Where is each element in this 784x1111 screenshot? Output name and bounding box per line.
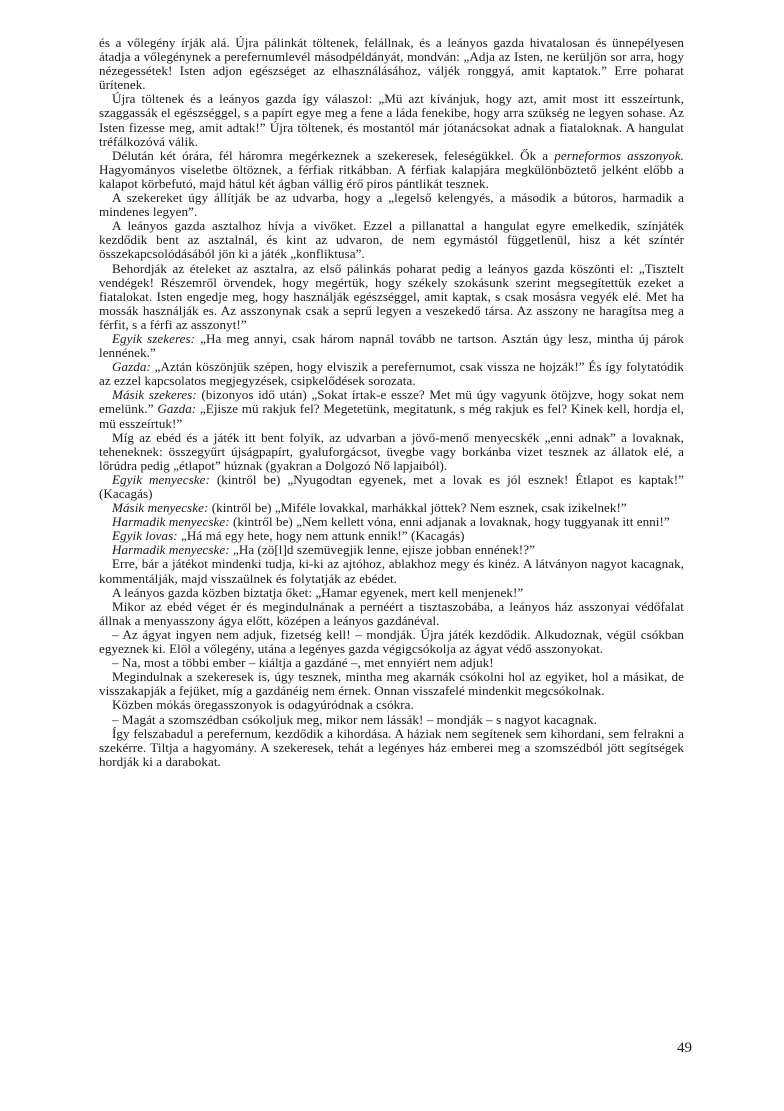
text-run: Délután két órára, fél háromra megérkeznek a szekeresek, feleségükkel. Ők a bbox=[112, 147, 555, 163]
text-run: „Ha meg annyi, csak három napnál tovább ne tartson. Asztán úgy lesz, mintha új párok lennének.” bbox=[99, 330, 684, 361]
speaker-label: Harmadik menyecske: bbox=[112, 514, 230, 530]
text-run: – Na, most a többi ember – kiáltja a gazdáné –, met ennyiért nem adjuk! bbox=[112, 655, 494, 671]
speaker-label: Másik menyecske: bbox=[112, 500, 209, 516]
paragraph bbox=[99, 332, 684, 360]
paragraph bbox=[99, 628, 684, 656]
text-run: Erre, bár a játékot mindenki tudja, ki-ki az ajtóhoz, ablakhoz megy és kinéz. A látványon nagyot kacagnak, kommentálják, majd visszaülnek és folytatják az ebédet. bbox=[99, 556, 684, 586]
text-run: „Aztán köszönjük szépen, hogy elviszik a perefernumot, csak vissza ne hojzák!” És így folytatódik az ezzel kapcsolatos megjegyzések, csipkelődések sorozata. bbox=[99, 359, 684, 389]
paragraph bbox=[99, 149, 684, 191]
paragraph bbox=[99, 557, 684, 585]
text-run: „Há má egy hete, hogy nem attunk ennik!” (Kacagás) bbox=[177, 528, 465, 544]
paragraph bbox=[99, 600, 684, 628]
speaker-label: Egyik menyecske: bbox=[112, 471, 210, 487]
paragraph bbox=[99, 262, 684, 332]
text-run: A szekereket úgy állítják be az udvarba, hogy a „legelső kelengyés, a második a bútoros, harmadik a mindenes legyen”. bbox=[99, 190, 684, 220]
speaker-label: Gazda: bbox=[112, 359, 151, 375]
text-run: A leányos gazda közben biztatja őket: „Hamar egyenek, mert kell menjenek!” bbox=[112, 584, 524, 600]
paragraph bbox=[99, 219, 684, 261]
paragraph bbox=[99, 656, 684, 670]
page-number: 49 bbox=[677, 1040, 692, 1056]
paragraph bbox=[99, 670, 684, 698]
text-run: (kintről be) „Nem kellett vóna, enni adjanak a lovaknak, hogy tuggyanak itt enni!” bbox=[229, 514, 670, 530]
text-run: és a vőlegény írják alá. Újra pálinkát töltenek, felállnak, és a leányos gazda hivatalosan és ünnepélyesen átadja a vőlegénynek a perefernumlevél másodpéldányát, mondván: „Adja az Isten, ne kerüljön sor arra, hogy nézegessétek! Isten adjon egészséget az elhasználásához, váljék ronggyá, amit kaptatok.” Erre poharat ürítenek. bbox=[99, 35, 684, 93]
speaker-label: Gazda: bbox=[157, 401, 197, 417]
paragraph bbox=[99, 727, 684, 769]
speaker-label: Másik szekeres: bbox=[112, 387, 197, 403]
paragraph bbox=[99, 586, 684, 600]
paragraph bbox=[99, 388, 684, 430]
speaker-label: Egyik szekeres: bbox=[112, 330, 196, 346]
text-run: Behordják az ételeket az asztalra, az első pálinkás poharat pedig a leányos gazda köszönti el: „Tisztelt vendégek! Részemről örvendek, hogy megértük, hogy székely szokásunk szerint megsegítettük ezeket a fiatalokat. Isten engedje meg, hogy használják egészséggel, amit kaptak, s csak mosásra vegyék elé. Met ha mossák használják es. Az asszonynak csak a seprű legyen a veszekedő társa. Az asszony ne haragítsa meg a férfit, s a férfi az asszonyt!” bbox=[99, 260, 684, 332]
paragraph bbox=[99, 713, 684, 727]
text-run: Míg az ebéd és a játék itt bent folyik, az udvarban a jövő-menő menyecskék „enni adnak” a lovaknak, teheneknek: összegyűrt újságpapírt, gyaluforgácsot, üvegbe vagy borkánba vizet tesznek az állatok elé, a lőrúdra pedig „étlapot” húznak (gyakran a Dolgozó Nő lapjaiból). bbox=[99, 429, 684, 473]
text-run: (bizonyos idő után) „Sokat írtak-e essze? Met mü úgy vagyunk ötöjzve, hogy sokat nem emelünk.” bbox=[99, 387, 684, 417]
text-run: – Az ágyat ingyen nem adjuk, fizetség kell! – mondják. Újra játék kezdődik. Alkudoznak, végül csókban egyeznek ki. Elöl a vőlegény, utána a legényes gazda végigcsókolja az ágyat védő asszonyokat. bbox=[99, 626, 684, 657]
paragraph bbox=[99, 698, 684, 712]
text-run: „Ejisze mü rakjuk fel? Megetetünk, megitatunk, s még rakjuk es fel? Kinek kell, hordja el, mü esszeírtuk!” bbox=[99, 401, 685, 431]
text-run: Így felszabadul a perefernum, kezdődik a kihordása. A háziak nem segítenek sem kihordani, sem felrakni a szekérre. Tiltja a hagyomány. A szekeresek, tehát a legényes ház emberei meg a szomszédból jött segítségek hordják ki a darabokat. bbox=[99, 725, 684, 769]
paragraph bbox=[99, 501, 684, 515]
paragraph bbox=[99, 92, 684, 148]
text-run: A leányos gazda asztalhoz hívja a vivőket. Ezzel a pillanattal a hangulat egyre emelkedik, színjáték kezdődik bent az asztalnál, és kint az udvaron, de nem egymástól függetlenül, hisz a két színtér összekapcsolódásából jön ki a játék „konfliktusa”. bbox=[99, 218, 684, 262]
text-run: (kintről be) „Nyugodtan egyenek, met a lovak es jól esznek! Étlapot es kaptak!” (Kacagás) bbox=[99, 471, 684, 501]
text-run: Mikor az ebéd véget ér és megindulnának a pernéért a tisztaszobába, a leányos ház asszonyai védőfalat állnak a menyasszony ágya előtt, középen a leányos gazdánéval. bbox=[99, 598, 684, 628]
paragraph bbox=[99, 36, 684, 92]
body-text bbox=[99, 36, 684, 769]
paragraph bbox=[99, 473, 684, 501]
speaker-label: perneformos asszonyok. bbox=[554, 147, 684, 163]
paragraph bbox=[99, 543, 684, 557]
paragraph bbox=[99, 515, 684, 529]
paragraph bbox=[99, 431, 684, 473]
text-run: „Ha (zö[l]d szemüvegjik lenne, ejisze jobban ennének!?” bbox=[229, 542, 535, 558]
text-run: Újra töltenek és a leányos gazda így válaszol: „Mü azt kívánjuk, hogy azt, amit most itt esszeírtunk, szaggassák el egészséggel, s a papírt egye meg a fene a láda fenekibe, hogy arra szükség ne legyen sohase. Az Isten fizesse meg, amit adtak!” Újra töltenek, és mostantól már jótanácsokat adnak a fiataloknak. A hangulat tréfálkozóvá válik. bbox=[99, 91, 684, 149]
paragraph bbox=[99, 529, 684, 543]
text-run: – Magát a szomszédban csókoljuk meg, mikor nem lássák! – mondják – s nagyot kacagnak. bbox=[112, 711, 597, 727]
text-run: Hagyományos viseletbe öltöznek, a férfiak ritkábban. A férfiak kalapjára megkülönböztető jelként előbb a kalapot körbefutó, majd hátul két ágban vállig érő piros pántlikát tesznek. bbox=[99, 161, 684, 191]
text-run: Megindulnak a szekeresek is, úgy tesznek, mintha meg akarnák csókolni hol az egyiket, hol a másikat, de visszakapják a fejüket, míg a gazdánéig nem érnek. Onnan visszafelé mindenkit megcsókolnak. bbox=[99, 669, 684, 699]
paragraph bbox=[99, 191, 684, 219]
speaker-label: Egyik lovas: bbox=[112, 528, 178, 544]
text-run: Közben mókás öregasszonyok is odagyúródnak a csókra. bbox=[112, 697, 414, 713]
speaker-label: Harmadik menyecske: bbox=[112, 542, 230, 558]
paragraph bbox=[99, 360, 684, 388]
text-run: (kintről be) „Miféle lovakkal, marhákkal jöttek? Nem esznek, csak izikelnek!” bbox=[208, 500, 627, 516]
